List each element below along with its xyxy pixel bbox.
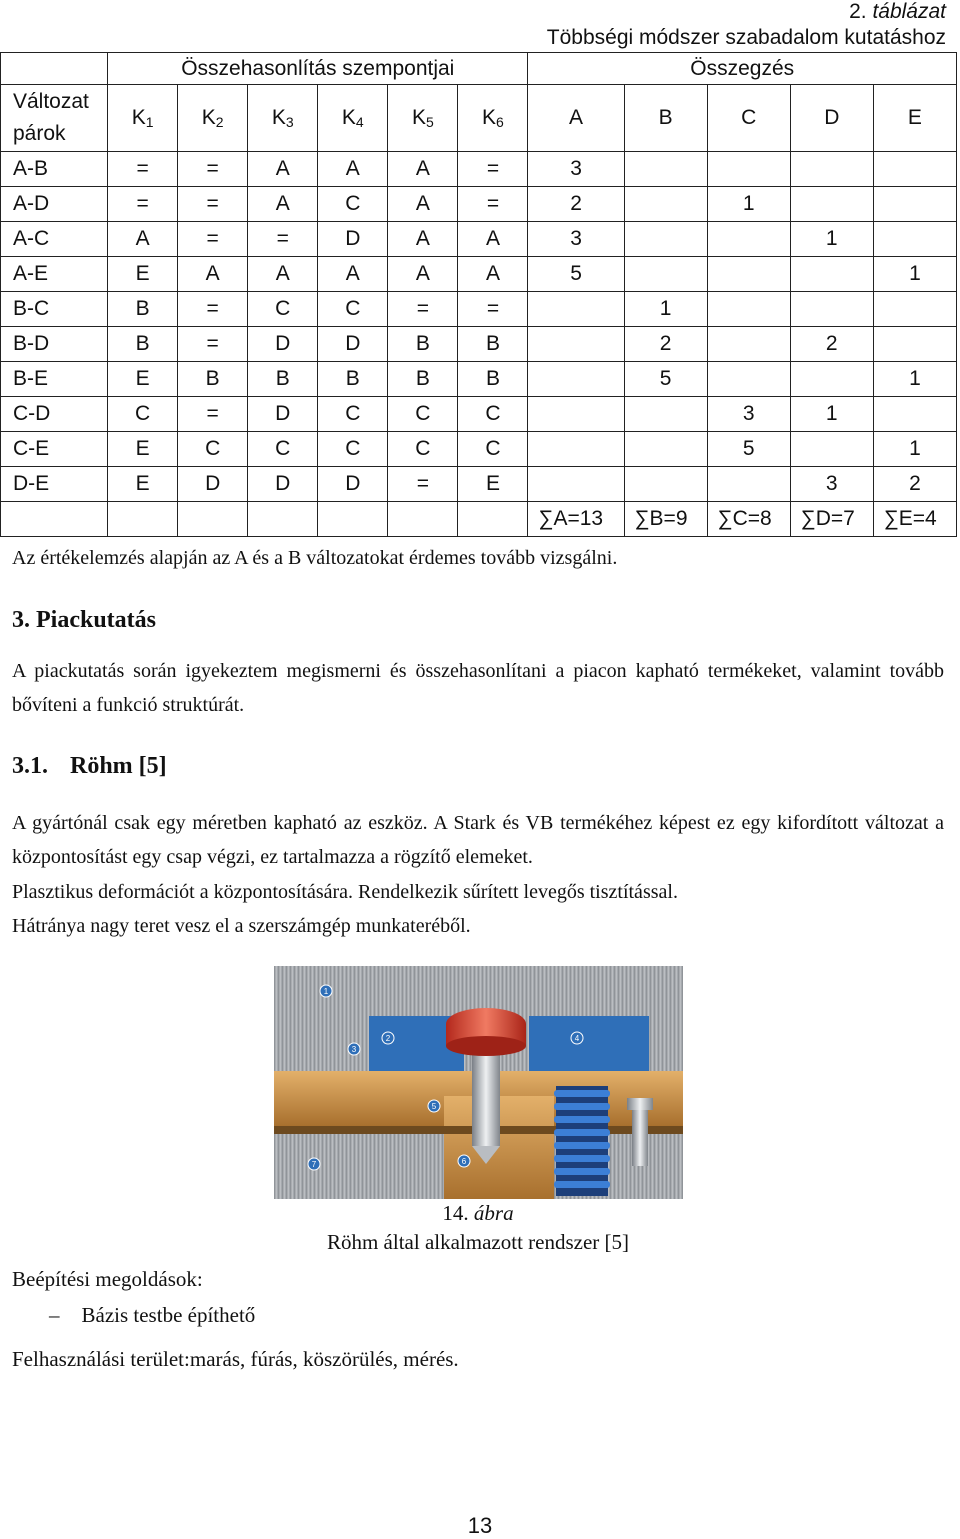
criterion-cell: C	[108, 397, 178, 432]
summary-cell	[790, 432, 873, 467]
table-group-header-row	[1, 53, 957, 85]
criterion-cell: B	[178, 362, 248, 397]
summary-cell	[873, 222, 956, 257]
section-3-1-paragraph-1: A gyártónál csak egy méretben kapható az eszköz. A Stark és VB termékéhez képest ez egy kifordított változat a központosítást egy csap végzi, ez tartalmazza a rögzítő elemeket.	[12, 812, 944, 868]
group-header-criteria: Összehasonlítás szempontjai	[108, 53, 528, 85]
summary-cell: 1	[707, 187, 790, 222]
summary-cell: 2	[873, 467, 956, 502]
blue-spring	[554, 1086, 610, 1196]
section-3-1-title: Röhm [5]	[70, 753, 167, 779]
summary-cell	[624, 152, 707, 187]
summary-cell: 3	[528, 222, 624, 257]
summary-cell: 1	[624, 292, 707, 327]
criterion-cell: D	[178, 467, 248, 502]
summary-cell	[707, 257, 790, 292]
criterion-cell: D	[318, 467, 388, 502]
criterion-cell: C	[388, 432, 458, 467]
summary-cell	[707, 362, 790, 397]
table-row	[1, 467, 957, 502]
summary-cell: 1	[873, 257, 956, 292]
criterion-cell: D	[248, 397, 318, 432]
summary-cell	[790, 292, 873, 327]
summary-cell	[624, 257, 707, 292]
pairs-header-line1: Változat	[13, 90, 89, 113]
table-number-value: 2.	[849, 0, 867, 23]
red-cap-rim	[446, 1036, 526, 1056]
criterion-cell: A	[388, 187, 458, 222]
installation-item-text: Bázis testbe építhető	[81, 1303, 256, 1327]
pair-cell: C-E	[1, 432, 108, 467]
criterion-cell: C	[178, 432, 248, 467]
criterion-cell: C	[458, 397, 528, 432]
criterion-cell: =	[178, 292, 248, 327]
criterion-cell: A	[318, 152, 388, 187]
summary-cell: 1	[790, 222, 873, 257]
criterion-cell: A	[388, 152, 458, 187]
criterion-cell: E	[108, 362, 178, 397]
summary-cell	[873, 292, 956, 327]
sums-empty-cell	[388, 502, 458, 537]
criterion-cell: B	[458, 327, 528, 362]
criterion-cell: A	[458, 222, 528, 257]
table-row	[1, 327, 957, 362]
criterion-cell: =	[388, 292, 458, 327]
criterion-cell: A	[248, 152, 318, 187]
callout-5: 5	[431, 1102, 437, 1111]
section-3-1-paragraph-2: Plasztikus deformációt a központosítására. Rendelkezik sűrített levegős tisztítással.	[12, 881, 678, 903]
criterion-cell: C	[318, 397, 388, 432]
section-3-1-paragraph-3: Hátránya nagy teret vesz el a szerszámgép munkateréből.	[12, 915, 471, 937]
criterion-cell: =	[458, 152, 528, 187]
summary-cell: 1	[790, 397, 873, 432]
criterion-cell: C	[248, 432, 318, 467]
summary-cell	[790, 362, 873, 397]
pair-cell: C-D	[1, 397, 108, 432]
summary-cell	[528, 467, 624, 502]
summary-cell	[624, 187, 707, 222]
summary-cell	[707, 152, 790, 187]
summary-cell	[707, 327, 790, 362]
conclusion-text: Az értékelemzés alapján az A és a B változatokat érdemes tovább vizsgálni.	[12, 547, 618, 569]
section-3-paragraph: A piackutatás során igyekeztem megismerni és összehasonlítani a piacon kapható termékeket, valamint tovább bővíteni a funkció struktúrát.	[12, 660, 944, 716]
criterion-cell: C	[318, 187, 388, 222]
criterion-header: $K_1$	[108, 85, 178, 152]
callout-6: 6	[461, 1157, 467, 1166]
empty-header-cell	[1, 53, 108, 85]
rohm-cutaway-illustration	[274, 966, 683, 1199]
summary-header: D	[790, 85, 873, 152]
criterion-cell: B	[108, 292, 178, 327]
summary-cell	[624, 397, 707, 432]
criterion-cell: A	[248, 187, 318, 222]
criterion-cell: =	[178, 327, 248, 362]
criterion-cell: A	[388, 222, 458, 257]
callout-7: 7	[311, 1160, 317, 1169]
summary-header: E	[873, 85, 956, 152]
criterion-cell: E	[108, 257, 178, 292]
summary-cell: 5	[624, 362, 707, 397]
fixing-screw	[632, 1106, 648, 1166]
sum-a: ∑A=13	[528, 502, 624, 537]
table-header-row	[1, 85, 957, 152]
summary-cell	[790, 257, 873, 292]
summary-cell: 5	[528, 257, 624, 292]
criterion-cell: =	[458, 187, 528, 222]
section-3-heading: 3. Piackutatás	[12, 607, 156, 633]
criterion-header: $K_6$	[458, 85, 528, 152]
page-number: 13	[467, 1513, 493, 1538]
summary-cell	[528, 432, 624, 467]
criterion-cell: =	[248, 222, 318, 257]
criterion-cell: A	[248, 257, 318, 292]
sums-empty-cell	[1, 502, 108, 537]
criterion-cell: =	[108, 152, 178, 187]
summary-cell	[707, 292, 790, 327]
installation-list-item	[49, 1303, 255, 1328]
summary-cell: 3	[790, 467, 873, 502]
criterion-header: $K_3$	[248, 85, 318, 152]
table-title: Többségi módszer szabadalom kutatáshoz	[546, 26, 946, 49]
callout-3: 3	[351, 1045, 357, 1054]
criterion-cell: E	[458, 467, 528, 502]
usage-text: Felhasználási terület:marás, fúrás, köszörülés, mérés.	[12, 1347, 459, 1371]
criterion-cell: E	[108, 432, 178, 467]
summary-cell	[528, 397, 624, 432]
table-row	[1, 222, 957, 257]
table-body	[1, 152, 957, 502]
sums-empty-cell	[458, 502, 528, 537]
figure-caption: Röhm által alkalmazott rendszer [5]	[326, 1230, 630, 1254]
summary-cell	[873, 327, 956, 362]
callout-2: 2	[385, 1034, 391, 1043]
list-dash: –	[49, 1303, 60, 1327]
criterion-cell: =	[388, 467, 458, 502]
table-row	[1, 397, 957, 432]
criterion-cell: C	[458, 432, 528, 467]
criterion-header: $K_5$	[388, 85, 458, 152]
summary-header: C	[707, 85, 790, 152]
sum-e: ∑E=4	[873, 502, 956, 537]
table-row	[1, 152, 957, 187]
criterion-cell: B	[108, 327, 178, 362]
summary-cell: 1	[873, 432, 956, 467]
section-3-1-heading	[12, 749, 944, 783]
installation-heading: Beépítési megoldások:	[12, 1267, 203, 1291]
blue-right-housing	[529, 1016, 649, 1071]
comparison-table	[0, 52, 957, 537]
criterion-cell: =	[178, 222, 248, 257]
table-row	[1, 292, 957, 327]
pair-cell: A-D	[1, 187, 108, 222]
sum-b: ∑B=9	[624, 502, 707, 537]
table-row	[1, 187, 957, 222]
criterion-cell: D	[248, 467, 318, 502]
pair-cell: B-C	[1, 292, 108, 327]
pair-cell: A-E	[1, 257, 108, 292]
sums-empty-cell	[248, 502, 318, 537]
criterion-cell: B	[388, 362, 458, 397]
summary-cell: 2	[528, 187, 624, 222]
section-3-1-number: 3.1.	[12, 753, 48, 779]
summary-cell: 2	[790, 327, 873, 362]
figure-number	[300, 1201, 656, 1226]
summary-cell: 2	[624, 327, 707, 362]
criterion-cell: B	[248, 362, 318, 397]
table-label: táblázat	[872, 0, 946, 23]
summary-cell	[873, 397, 956, 432]
screw-head	[627, 1098, 653, 1110]
callout-4: 4	[574, 1034, 580, 1043]
summary-cell	[790, 152, 873, 187]
summary-cell	[707, 467, 790, 502]
criterion-cell: A	[318, 257, 388, 292]
criterion-cell: =	[178, 152, 248, 187]
criterion-cell: C	[318, 292, 388, 327]
sums-empty-cell	[178, 502, 248, 537]
sum-c: ∑C=8	[707, 502, 790, 537]
summary-cell: 1	[873, 362, 956, 397]
pair-cell: A-C	[1, 222, 108, 257]
pair-cell: A-B	[1, 152, 108, 187]
pairs-header-line2: párok	[13, 122, 66, 145]
figure-label: ábra	[473, 1201, 514, 1225]
group-header-summary: Összegzés	[528, 53, 957, 85]
criterion-cell: E	[108, 467, 178, 502]
criterion-cell: =	[178, 187, 248, 222]
summary-cell	[624, 222, 707, 257]
criterion-cell: B	[458, 362, 528, 397]
criterion-cell: B	[318, 362, 388, 397]
summary-header: A	[528, 85, 624, 152]
sums-empty-cell	[318, 502, 388, 537]
sum-d: ∑D=7	[790, 502, 873, 537]
summary-cell	[528, 362, 624, 397]
table-row	[1, 257, 957, 292]
criterion-cell: =	[458, 292, 528, 327]
criterion-cell: A	[458, 257, 528, 292]
summary-cell: 5	[707, 432, 790, 467]
criterion-cell: =	[178, 397, 248, 432]
criterion-cell: =	[108, 187, 178, 222]
summary-cell: 3	[528, 152, 624, 187]
summary-cell	[528, 292, 624, 327]
criterion-cell: A	[108, 222, 178, 257]
criterion-header: $K_4$	[318, 85, 388, 152]
criterion-cell: A	[388, 257, 458, 292]
callout-1: 1	[323, 987, 329, 996]
sums-empty-cell	[108, 502, 178, 537]
criterion-header: $K_2$	[178, 85, 248, 152]
criterion-cell: D	[318, 327, 388, 362]
pairs-header	[1, 85, 108, 152]
summary-cell	[528, 327, 624, 362]
summary-cell	[873, 187, 956, 222]
criterion-cell: C	[388, 397, 458, 432]
criterion-cell: C	[248, 292, 318, 327]
table-row	[1, 432, 957, 467]
table-number	[849, 0, 946, 24]
summary-cell	[624, 432, 707, 467]
table-row	[1, 362, 957, 397]
summary-cell	[790, 187, 873, 222]
criterion-cell: A	[178, 257, 248, 292]
figure-number-value: 14.	[442, 1201, 469, 1225]
criterion-cell: C	[318, 432, 388, 467]
criterion-cell: B	[388, 327, 458, 362]
criterion-cell: D	[248, 327, 318, 362]
summary-cell	[624, 467, 707, 502]
sums-row	[1, 502, 957, 537]
pair-cell: B-D	[1, 327, 108, 362]
summary-cell	[873, 152, 956, 187]
figure-rohm-system	[274, 966, 683, 1199]
summary-cell: 3	[707, 397, 790, 432]
criterion-cell: D	[318, 222, 388, 257]
pair-cell: D-E	[1, 467, 108, 502]
summary-header: B	[624, 85, 707, 152]
summary-cell	[707, 222, 790, 257]
pair-cell: B-E	[1, 362, 108, 397]
